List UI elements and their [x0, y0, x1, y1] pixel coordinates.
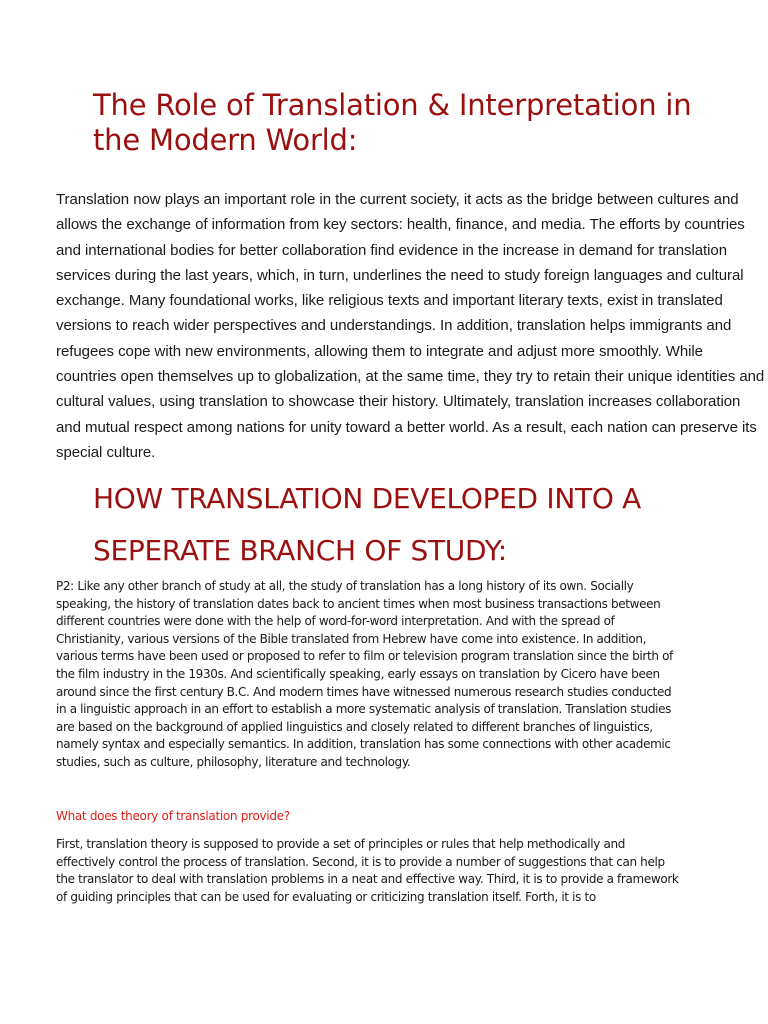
section-heading: HOW TRANSLATION DEVELOPED INTO A SEPERATE BRANCH OF STUDY:: [93, 482, 642, 567]
theory-paragraph: First, translation theory is supposed to provide a set of principles or rules that help methodically and effectively control the process of translation. Second, it is to provide a number of suggestions that can help the translator to deal with translation problems in a neat and effective way. Third, it is to provide a framework of guiding principles that can be used for evaluating or criticizing translation itself. Forth, it is to: [56, 837, 679, 904]
p2-paragraph: P2: Like any other branch of study at all, the study of translation has a long history of its own. Socially speaking, the history of translation dates back to ancient times when most business transactions between different countries were done with the help of word-for-word interpretation. And with the spread of Christianity, various versions of the Bible translated from Hebrew have come into existence. In addition, various terms have been used or proposed to refer to film or television program translation since the birth of the film industry in the 1930s. And scientifically speaking, early essays on translation by Cicero have been around since the first century B.C. And modern times have witnessed numerous research studies conducted in a linguistic approach in an effort to establish a more systematic analysis of translation. Translation studies are based on the background of applied linguistics and closely related to different branches of linguistics, namely syntax and especially semantics. In addition, translation has some connections with other academic studies, such as culture, philosophy, literature and technology.: [56, 579, 673, 769]
intro-paragraph: Translation now plays an important role in the current society, it acts as the bridge between cultures and allows the exchange of information from key sectors: health, finance, and media. The efforts by countries and international bodies for better collaboration find evidence in the increase in demand for translation services during the last years, which, in turn, underlines the need to study foreign languages and cultural exchange. Many foundational works, like religious texts and important literary texts, exist in translated versions to reach wider perspectives and understandings. In addition, translation helps immigrants and refugees cope with new environments, allowing them to integrate and adjust more smoothly. While countries open themselves up to globalization, at the same time, they try to retain their unique identities and cultural values, using translation to showcase their history. Ultimately, translation increases collaboration and mutual respect among nations for unity toward a better world. As a result, each nation can preserve its special culture.: [56, 191, 765, 461]
theory-subheading: What does theory of translation provide?: [56, 809, 290, 823]
document-title: The Role of Translation & Interpretation in the Modern World:: [93, 88, 692, 157]
